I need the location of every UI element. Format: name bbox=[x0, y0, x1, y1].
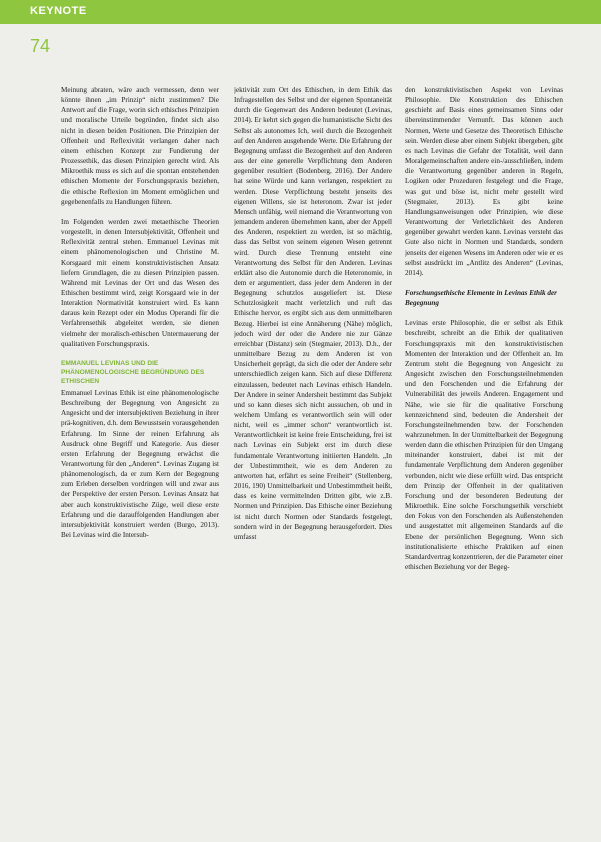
text-column-1 bbox=[61, 85, 219, 840]
paragraph: Im Folgenden werden zwei metaethische Theorien vorgestellt, in denen Intersubjektivität, Offenheit und Reflexivität zentral stehen. Emmanuel Levinas mit einem phänomenologischen und Christine M. Korsgaard mit einem konstruktivistischen Ansatz liefern Grundlagen, die zu diesen Prinzipien passen. Während mit Levinas der Ort und das Wesen des Ethischen bestimmt wird, zeigt Korsgaard wie in der Interaktion Normativität konstruiert wird. Es kann daraus kein Rezept oder ein Modus Operandi für die Verfahrensethik abgeleitet werden, sie dienen vielmehr der moralisch-ethischen Untermauerung der qualitativen Forschungspraxis. bbox=[61, 217, 219, 348]
subheading: Forschungsethische Elemente in Levinas Ethik der Begegnung bbox=[405, 288, 557, 308]
paragraph: jektivität zum Ort des Ethischen, in dem Ethik das Infragestellen des Selbst und der eigenen Spontaneität durch die Gegenwart des Anderen bedeutet (Levinas, 2014). Er kehrt sich gegen die humanistische Sicht des Selbst als autonomes Ich, weil durch die Bezogenheit auf den Anderen ausgehende Werte. Die Erfahrung der Begegnung umfasst die Bezogenheit auf den Anderen aus der eine generelle Verpflichtung dem Anderen gegenüber resultiert (Bodenberg, 2016). Der Andere hat seine Würde und kann verlangen, respektiert zu werden. Diese Verpflichtung besteht jenseits des eigenen Willens, sie ist heteronom. Zwar ist jeder Mensch unfähig, weil niemand die Verantwortung von jemandem anderen übernehmen kann, aber der Appell des Anderen, respektiert zu werden, ist so mächtig, dass das Selbst von seinem eigenen Wesen getrennt wird. Durch diese Trennung entsteht eine Verantwortung des Selbst für den Anderen. Levinas erklärt also die Autonomie durch die Heteronomie, in dem er argumentiert, dass jeder dem Anderen in der Begegnung schutzlos ausgeliefert ist. Diese Schutzlosigkeit macht verletzlich und ruft das Ethische hervor, es ergibt sich aus dem unmittelbaren Bezug. Hierbei ist eine Annäherung (Nähe) möglich, jedoch wird der oder die Andere nie zur Gänze erreichbar (Distanz) sein (Stegmaier, 2013). D.h., der unmittelbare Bezug zu dem Anderen ist von Unsicherheit geprägt, da sich die oder der Andere sehr unterschiedlich zeigen kann. Sich auf diese Differenz einzulassen, bedeutet nach Levinas ethisch Handeln. Der Andere in seiner Andersheit bestimmt das Subjekt und so kann dieses sich nicht aussuchen, ob und in welchem Umfang es verantwortlich sein will oder nicht, weil es „immer schon“ verantwortlich ist. Verantwortlichkeit ist keine freie Entscheidung, frei ist nach Levinas ein Subjekt erst im durch diese fundamentale Verantwortung initiierten Handeln. „In der Unbestimmtheit, wie es dem Anderen zu antworten hat, erfährt es seine Freiheit“ (Stellenberg, 2016, 190) Unmittelbarkeit und Unbestimmtheit heißt, dass es keine vermittelnden Dritten gibt, wie z.B. Normen und Prinzipien. Das Ethische einer Beziehung ist nicht durch Normen oder Standards festgelegt, sondern wird in der Begegnung herausgefordert. Dies umfasst bbox=[234, 86, 392, 541]
section-heading: EMMANUEL LEVINAS UND DIE PHÄNOMENOLOGISCHE BEGRÜNDUNG DES ETHISCHEN bbox=[61, 359, 205, 385]
paragraph: Emmanuel Levinas Ethik ist eine phänomenologische Beschreibung der Begegnung von Angesicht zu Angesicht und der intersubjektiven Beziehung in ihrer prä-kognitiven, d.h. dem Bewusstsein vorausgehenden Erfahrung. Im Sinne der reinen Erfahrung als Ausdruck ohne Begriff und Kategorie. Aus dieser ersten Erfahrung der Begegnung erwächst die Verantwortung für den „Anderen“. Levinas Zugang ist phänomenologisch, da er zum Kern der Begegnung zum Erleben derselben vordringen will und zwar aus der Perspektive der ersten Person. Levinas Ansatz hat aber auch konstruktivistische Züge, weil diese erste Erfahrung und die darauffolgenden Handlungen aber intersubjektivität konstruiert werden (Burgo, 2013). Bei Levinas wird die Intersub- bbox=[61, 388, 219, 540]
page-number: 74 bbox=[30, 36, 51, 56]
paragraph: Levinas erste Philosophie, die er selbst als Ethik beschreibt, schreibt an die Ethik der qualitativen Forschungspraxis mit den konstruktivistischen Momenten der Interaktion und der Offenheit an. Im Zentrum steht die Begegnung von Angesicht zu Angesicht zwischen den Forschungsteilnehmenden und den Forschenden und die Erfahrung der Vulnerabilität des jeweils Anderen. Engagement und Nähe, wie sie für die qualitative Forschung kennzeichnend sind, bedeuten die Andersheit der Forschungsteilnehmenden bzw. der Forschenden wahrzunehmen. In der Unmittelbarkeit der Begegnung werden dann die ethischen Prinzipien für den Umgang miteinander konstruiert, dabei ist mit der fundamentale Verpflichtung dem Anderen gegenüber verbunden, nicht wie diese erfüllt wird. Das entspricht dem Prinzip der Offenheit in der qualitativen Forschung und der besonderen Bedeutung der Mikroethik. Eine solche Forschungsethik verschiebt den Fokus von den Forschenden als Außenstehenden und ausgestattet mit allgemeinen Standards auf die Ebene der persönlichen Begegnung. Wenn sich institutionalisierte ethische Praktiken auf einen Standardvertrag konzentrieren, der die Parameter einer ethischen Beziehung vor der Begeg- bbox=[405, 319, 563, 572]
paragraph: den konstruktivistischen Aspekt von Levinas Philosophie. Die Konstruktion des Ethischen geschieht auf Basis eines gemeinsamen Sinns oder übereinstimmender Vernunft. Das können auch Normen, Werte und Gesetze des Theoretisch Ethische sein. Werden diese aber einem Subjekt übergeben, gibt es nach Levinas die Gefahr der Totalität, weil dann Moralgemeinschaften andere ein-/ausschließen, indem die Verantwortung gegenüber anderen in Regeln, Logiken oder Prozeduren festgelegt und die Frage, was gut und böse ist, nicht mehr gestellt wird (Stegmaier, 2013). Es gibt keine Handlungsanweisungen oder Prinzipien, wie diese Verantwortung der Verletzlichkeit des Anderen gegenüber gewahrt werden kann. Levinas versteht das Gute also nicht in Normen und Standards, sondern jenseits der eigenen Wesens im Anderen oder wie er es selbst ausdrückt im „Antlitz des Anderen“ (Levinas, 2014). bbox=[405, 86, 563, 277]
header-bar bbox=[0, 0, 601, 24]
text-column-3 bbox=[405, 85, 563, 840]
text-column-2 bbox=[234, 85, 392, 840]
paragraph: Meinung abraten, wäre auch vermessen, denn wer könnte ihnen „im Prinzip“ nicht zustimmen? Die Antwort auf die Frage, worin sich ethisches Prinzipien und moralische Urteile begründen, findet sich also nicht in diesen beiden Positionen. Die Prinzipien der Offenheit und Reflexivität verlangen daher nach einem ethischen Konzept zur Fundierung der Prozessethik, das diesen Prinzipien gerecht wird. Als Mikroethik muss es sich auf die spontan entstehenden ethischen Momente der Forschungspraxis beziehen, die ethische Reflexion im Moment ermöglichen und gegebenenfalls zu Handlungen führen. bbox=[61, 86, 219, 206]
section-kicker: KEYNOTE bbox=[30, 5, 87, 17]
